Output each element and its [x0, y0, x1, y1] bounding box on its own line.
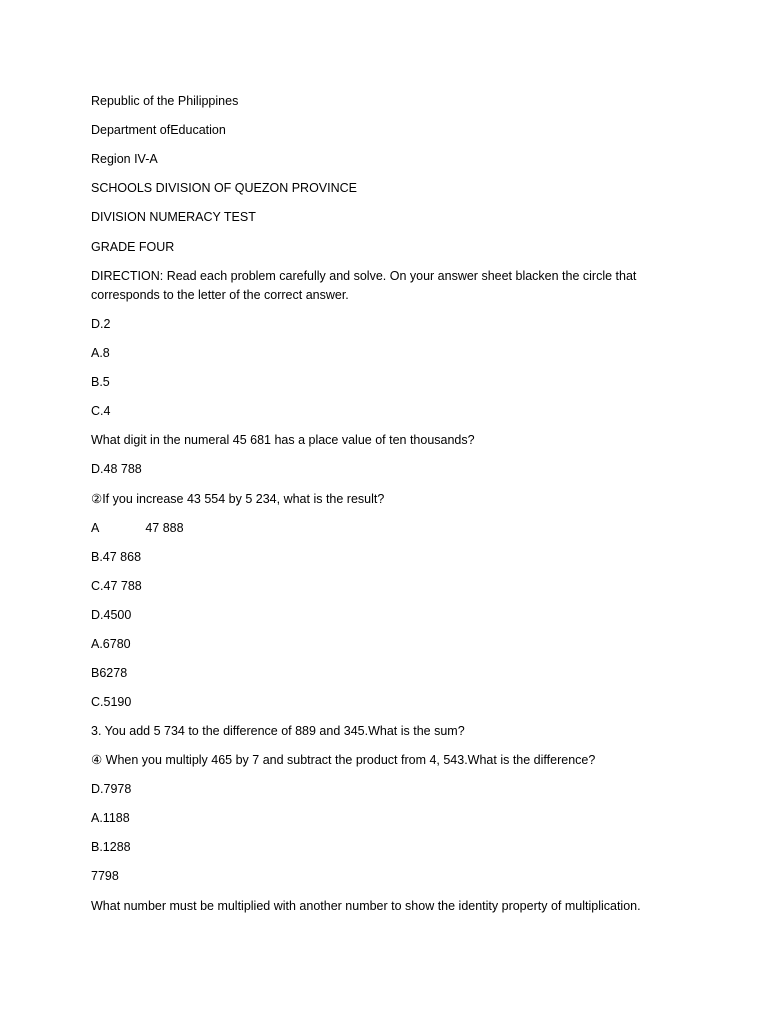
option-c-5190: C.5190 — [91, 695, 132, 709]
direction-text: DIRECTION: Read each problem carefully and solve. On your answer sheet blacken the circle that corresponds to the letter of the correct answer. — [91, 269, 637, 302]
option-b-5: B.5 — [91, 375, 110, 389]
question-identity-property: What number must be multiplied with another number to show the identity property of multiplication. — [91, 899, 641, 913]
option-a-1188: A.1188 — [91, 811, 130, 825]
header-grade: GRADE FOUR — [91, 240, 175, 254]
option-d-4500: D.4500 — [91, 608, 132, 622]
question-3-sum: 3. You add 5 734 to the difference of 889 and 345.What is the sum? — [91, 724, 465, 738]
option-d-48788: D.48 788 — [91, 462, 142, 476]
header-test-name: DIVISION NUMERACY TEST — [91, 210, 256, 224]
option-b-47868: B.47 868 — [91, 550, 142, 564]
option-c-4: C.4 — [91, 404, 111, 418]
option-b-1288: B.1288 — [91, 840, 131, 854]
option-a-label: A — [91, 521, 100, 535]
option-d-2: D.2 — [91, 317, 111, 331]
question-4-difference: ④ When you multiply 465 by 7 and subtract the product from 4, 543.What is the difference? — [91, 753, 596, 767]
question-2-increase: ②If you increase 43 554 by 5 234, what is the result? — [91, 492, 385, 506]
question-place-value: What digit in the numeral 45 681 has a place value of ten thousands? — [91, 433, 475, 447]
option-b-6278: B6278 — [91, 666, 128, 680]
option-c-47788: C.47 788 — [91, 579, 142, 593]
option-a-8: A.8 — [91, 346, 110, 360]
header-republic: Republic of the Philippines — [91, 94, 239, 108]
header-division: SCHOOLS DIVISION OF QUEZON PROVINCE — [91, 181, 358, 195]
header-department: Department ofEducation — [91, 123, 226, 137]
value-7798: 7798 — [91, 869, 119, 883]
header-region: Region IV-A — [91, 152, 158, 166]
option-a-47888 — [91, 519, 708, 538]
option-d-7978: D.7978 — [91, 782, 132, 796]
option-a-value: 47 888 — [145, 521, 184, 535]
option-a-6780: A.6780 — [91, 637, 131, 651]
